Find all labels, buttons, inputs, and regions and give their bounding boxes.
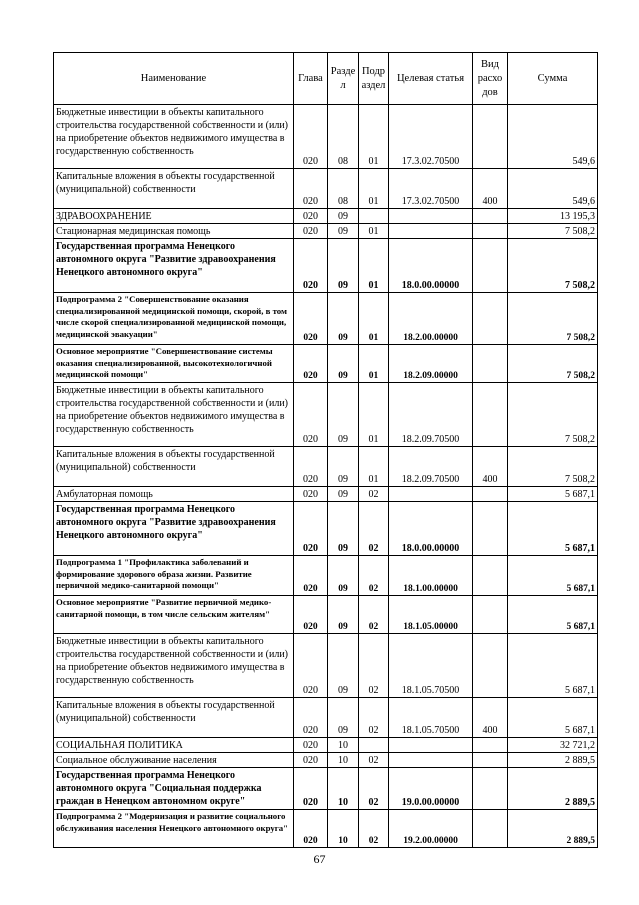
row-glava: 020 [294, 634, 328, 698]
row-name: Основное мероприятие "Развитие первичной медико-санитарной помощи, в том числе сельским жителям" [54, 596, 294, 634]
row-vid: 400 [473, 447, 508, 487]
row-sum: 5 687,1 [508, 698, 598, 738]
row-glava: 020 [294, 239, 328, 293]
table-row [54, 753, 598, 768]
row-podrazdel: 02 [359, 634, 389, 698]
row-name: Основное мероприятие "Совершенствование системы оказания специализированной, высокотехнологичной медицинской помощи" [54, 345, 294, 383]
row-podrazdel: 02 [359, 698, 389, 738]
table-row [54, 487, 598, 502]
row-name: Амбулаторная помощь [54, 487, 294, 502]
row-razdel: 09 [328, 383, 359, 447]
row-glava: 020 [294, 596, 328, 634]
row-vid [473, 738, 508, 753]
row-razdel: 09 [328, 209, 359, 224]
row-name: Государственная программа Ненецкого автономного округа "Развитие здравоохранения Ненецкого автономного округа" [54, 502, 294, 556]
row-podrazdel: 01 [359, 105, 389, 169]
table-row [54, 738, 598, 753]
row-glava: 020 [294, 502, 328, 556]
row-glava: 020 [294, 345, 328, 383]
row-name: Капитальные вложения в объекты государственной (муниципальной) собственности [54, 447, 294, 487]
header-podrazdel: Подр аздел [359, 53, 389, 105]
row-name: Подпрограмма 2 "Совершенствование оказания специализированной медицинской помощи, скорой, в том числе скорой специализированной медицинской помощи, медицинской эвакуации" [54, 293, 294, 345]
row-podrazdel: 02 [359, 487, 389, 502]
row-target [389, 738, 473, 753]
row-name: Бюджетные инвестиции в объекты капитального строительства государственной собственности и (или) на приобретение объектов недвижимого имущества в государственную собственность [54, 634, 294, 698]
row-name: Государственная программа Ненецкого автономного округа "Социальная поддержка граждан в Ненецком автономном округе" [54, 768, 294, 810]
row-razdel: 08 [328, 105, 359, 169]
row-name: Бюджетные инвестиции в объекты капитального строительства государственной собственности и (или) на приобретение объектов недвижимого имущества в государственную собственность [54, 105, 294, 169]
row-podrazdel: 01 [359, 224, 389, 239]
row-sum: 7 508,2 [508, 239, 598, 293]
row-razdel: 09 [328, 239, 359, 293]
row-sum: 5 687,1 [508, 596, 598, 634]
row-glava: 020 [294, 556, 328, 596]
row-target: 19.0.00.00000 [389, 768, 473, 810]
row-glava: 020 [294, 447, 328, 487]
row-vid [473, 556, 508, 596]
header-name: Наименование [54, 53, 294, 105]
row-podrazdel: 02 [359, 502, 389, 556]
row-razdel: 10 [328, 810, 359, 848]
row-vid [473, 209, 508, 224]
row-glava: 020 [294, 209, 328, 224]
table-row [54, 209, 598, 224]
row-podrazdel [359, 738, 389, 753]
row-glava: 020 [294, 810, 328, 848]
row-glava: 020 [294, 105, 328, 169]
row-razdel: 10 [328, 768, 359, 810]
row-name: Государственная программа Ненецкого автономного округа "Развитие здравоохранения Ненецкого автономного округа" [54, 239, 294, 293]
header-vid: Вид расхо дов [473, 53, 508, 105]
table-row [54, 810, 598, 848]
row-target: 18.2.09.00000 [389, 345, 473, 383]
row-podrazdel: 02 [359, 556, 389, 596]
table-row [54, 768, 598, 810]
row-podrazdel: 01 [359, 345, 389, 383]
table-row [54, 239, 598, 293]
row-razdel: 09 [328, 293, 359, 345]
row-razdel: 09 [328, 502, 359, 556]
row-target: 18.0.00.00000 [389, 502, 473, 556]
row-sum: 5 687,1 [508, 487, 598, 502]
row-vid: 400 [473, 169, 508, 209]
row-vid [473, 810, 508, 848]
table-row [54, 596, 598, 634]
page-number: 67 [313, 852, 326, 866]
row-target [389, 224, 473, 239]
row-razdel: 09 [328, 634, 359, 698]
row-razdel: 09 [328, 556, 359, 596]
row-sum: 5 687,1 [508, 502, 598, 556]
row-name: Социальное обслуживание населения [54, 753, 294, 768]
row-razdel: 08 [328, 169, 359, 209]
row-glava: 020 [294, 698, 328, 738]
table-header-row [54, 53, 598, 105]
table-row [54, 105, 598, 169]
row-target [389, 487, 473, 502]
row-sum: 2 889,5 [508, 810, 598, 848]
row-razdel: 10 [328, 753, 359, 768]
row-vid [473, 239, 508, 293]
row-sum: 5 687,1 [508, 556, 598, 596]
row-podrazdel: 02 [359, 596, 389, 634]
table-row [54, 169, 598, 209]
row-name: Капитальные вложения в объекты государственной (муниципальной) собственности [54, 698, 294, 738]
row-target: 18.2.00.00000 [389, 293, 473, 345]
row-podrazdel: 02 [359, 768, 389, 810]
budget-table [53, 52, 598, 848]
row-razdel: 10 [328, 738, 359, 753]
row-name: Подпрограмма 1 "Профилактика заболеваний и формирование здорового образа жизни. Развитие первичной медико-санитарной помощи" [54, 556, 294, 596]
row-vid [473, 502, 508, 556]
row-razdel: 09 [328, 345, 359, 383]
row-vid [473, 753, 508, 768]
table-row [54, 293, 598, 345]
row-vid [473, 105, 508, 169]
table-row [54, 383, 598, 447]
row-sum: 7 508,2 [508, 383, 598, 447]
row-vid [473, 596, 508, 634]
row-target: 17.3.02.70500 [389, 105, 473, 169]
row-name: Подпрограмма 2 "Модернизация и развитие социального обслуживания населения Ненецкого автономного округа" [54, 810, 294, 848]
row-glava: 020 [294, 224, 328, 239]
row-razdel: 09 [328, 596, 359, 634]
row-razdel: 09 [328, 698, 359, 738]
row-name: ЗДРАВООХРАНЕНИЕ [54, 209, 294, 224]
table-body [54, 105, 598, 848]
row-podrazdel: 01 [359, 383, 389, 447]
row-target: 18.0.00.00000 [389, 239, 473, 293]
row-podrazdel: 01 [359, 447, 389, 487]
table-row [54, 502, 598, 556]
row-target: 18.1.00.00000 [389, 556, 473, 596]
row-glava: 020 [294, 169, 328, 209]
table-row [54, 447, 598, 487]
row-razdel: 09 [328, 487, 359, 502]
row-glava: 020 [294, 738, 328, 753]
row-sum: 7 508,2 [508, 447, 598, 487]
row-target: 18.1.05.70500 [389, 698, 473, 738]
row-vid [473, 487, 508, 502]
row-sum: 7 508,2 [508, 345, 598, 383]
row-vid [473, 768, 508, 810]
row-sum: 7 508,2 [508, 293, 598, 345]
row-target: 18.1.05.00000 [389, 596, 473, 634]
header-razdel: Разде л [328, 53, 359, 105]
row-vid [473, 293, 508, 345]
table-row [54, 556, 598, 596]
row-glava: 020 [294, 753, 328, 768]
row-target [389, 753, 473, 768]
row-sum: 2 889,5 [508, 753, 598, 768]
row-vid [473, 224, 508, 239]
row-podrazdel: 02 [359, 810, 389, 848]
row-name: Капитальные вложения в объекты государственной (муниципальной) собственности [54, 169, 294, 209]
row-razdel: 09 [328, 224, 359, 239]
row-sum: 549,6 [508, 105, 598, 169]
row-name: СОЦИАЛЬНАЯ ПОЛИТИКА [54, 738, 294, 753]
row-vid [473, 383, 508, 447]
row-glava: 020 [294, 293, 328, 345]
row-target: 18.2.09.70500 [389, 447, 473, 487]
table-row [54, 698, 598, 738]
row-name: Бюджетные инвестиции в объекты капитального строительства государственной собственности и (или) на приобретение объектов недвижимого имущества в государственную собственность [54, 383, 294, 447]
row-sum: 5 687,1 [508, 634, 598, 698]
row-target [389, 209, 473, 224]
row-glava: 020 [294, 383, 328, 447]
row-vid [473, 345, 508, 383]
header-sum: Сумма [508, 53, 598, 105]
row-target: 18.1.05.70500 [389, 634, 473, 698]
header-target: Целевая статья [389, 53, 473, 105]
row-sum: 13 195,3 [508, 209, 598, 224]
row-sum: 549,6 [508, 169, 598, 209]
row-glava: 020 [294, 768, 328, 810]
table-row [54, 634, 598, 698]
row-name: Стационарная медицинская помощь [54, 224, 294, 239]
row-sum: 2 889,5 [508, 768, 598, 810]
row-podrazdel: 01 [359, 239, 389, 293]
row-sum: 32 721,2 [508, 738, 598, 753]
row-vid [473, 634, 508, 698]
row-podrazdel [359, 209, 389, 224]
row-target: 19.2.00.00000 [389, 810, 473, 848]
table-row [54, 224, 598, 239]
row-razdel: 09 [328, 447, 359, 487]
table-row [54, 345, 598, 383]
row-target: 17.3.02.70500 [389, 169, 473, 209]
row-podrazdel: 02 [359, 753, 389, 768]
row-target: 18.2.09.70500 [389, 383, 473, 447]
row-podrazdel: 01 [359, 293, 389, 345]
row-podrazdel: 01 [359, 169, 389, 209]
row-vid: 400 [473, 698, 508, 738]
row-sum: 7 508,2 [508, 224, 598, 239]
row-glava: 020 [294, 487, 328, 502]
header-glava: Глава [294, 53, 328, 105]
